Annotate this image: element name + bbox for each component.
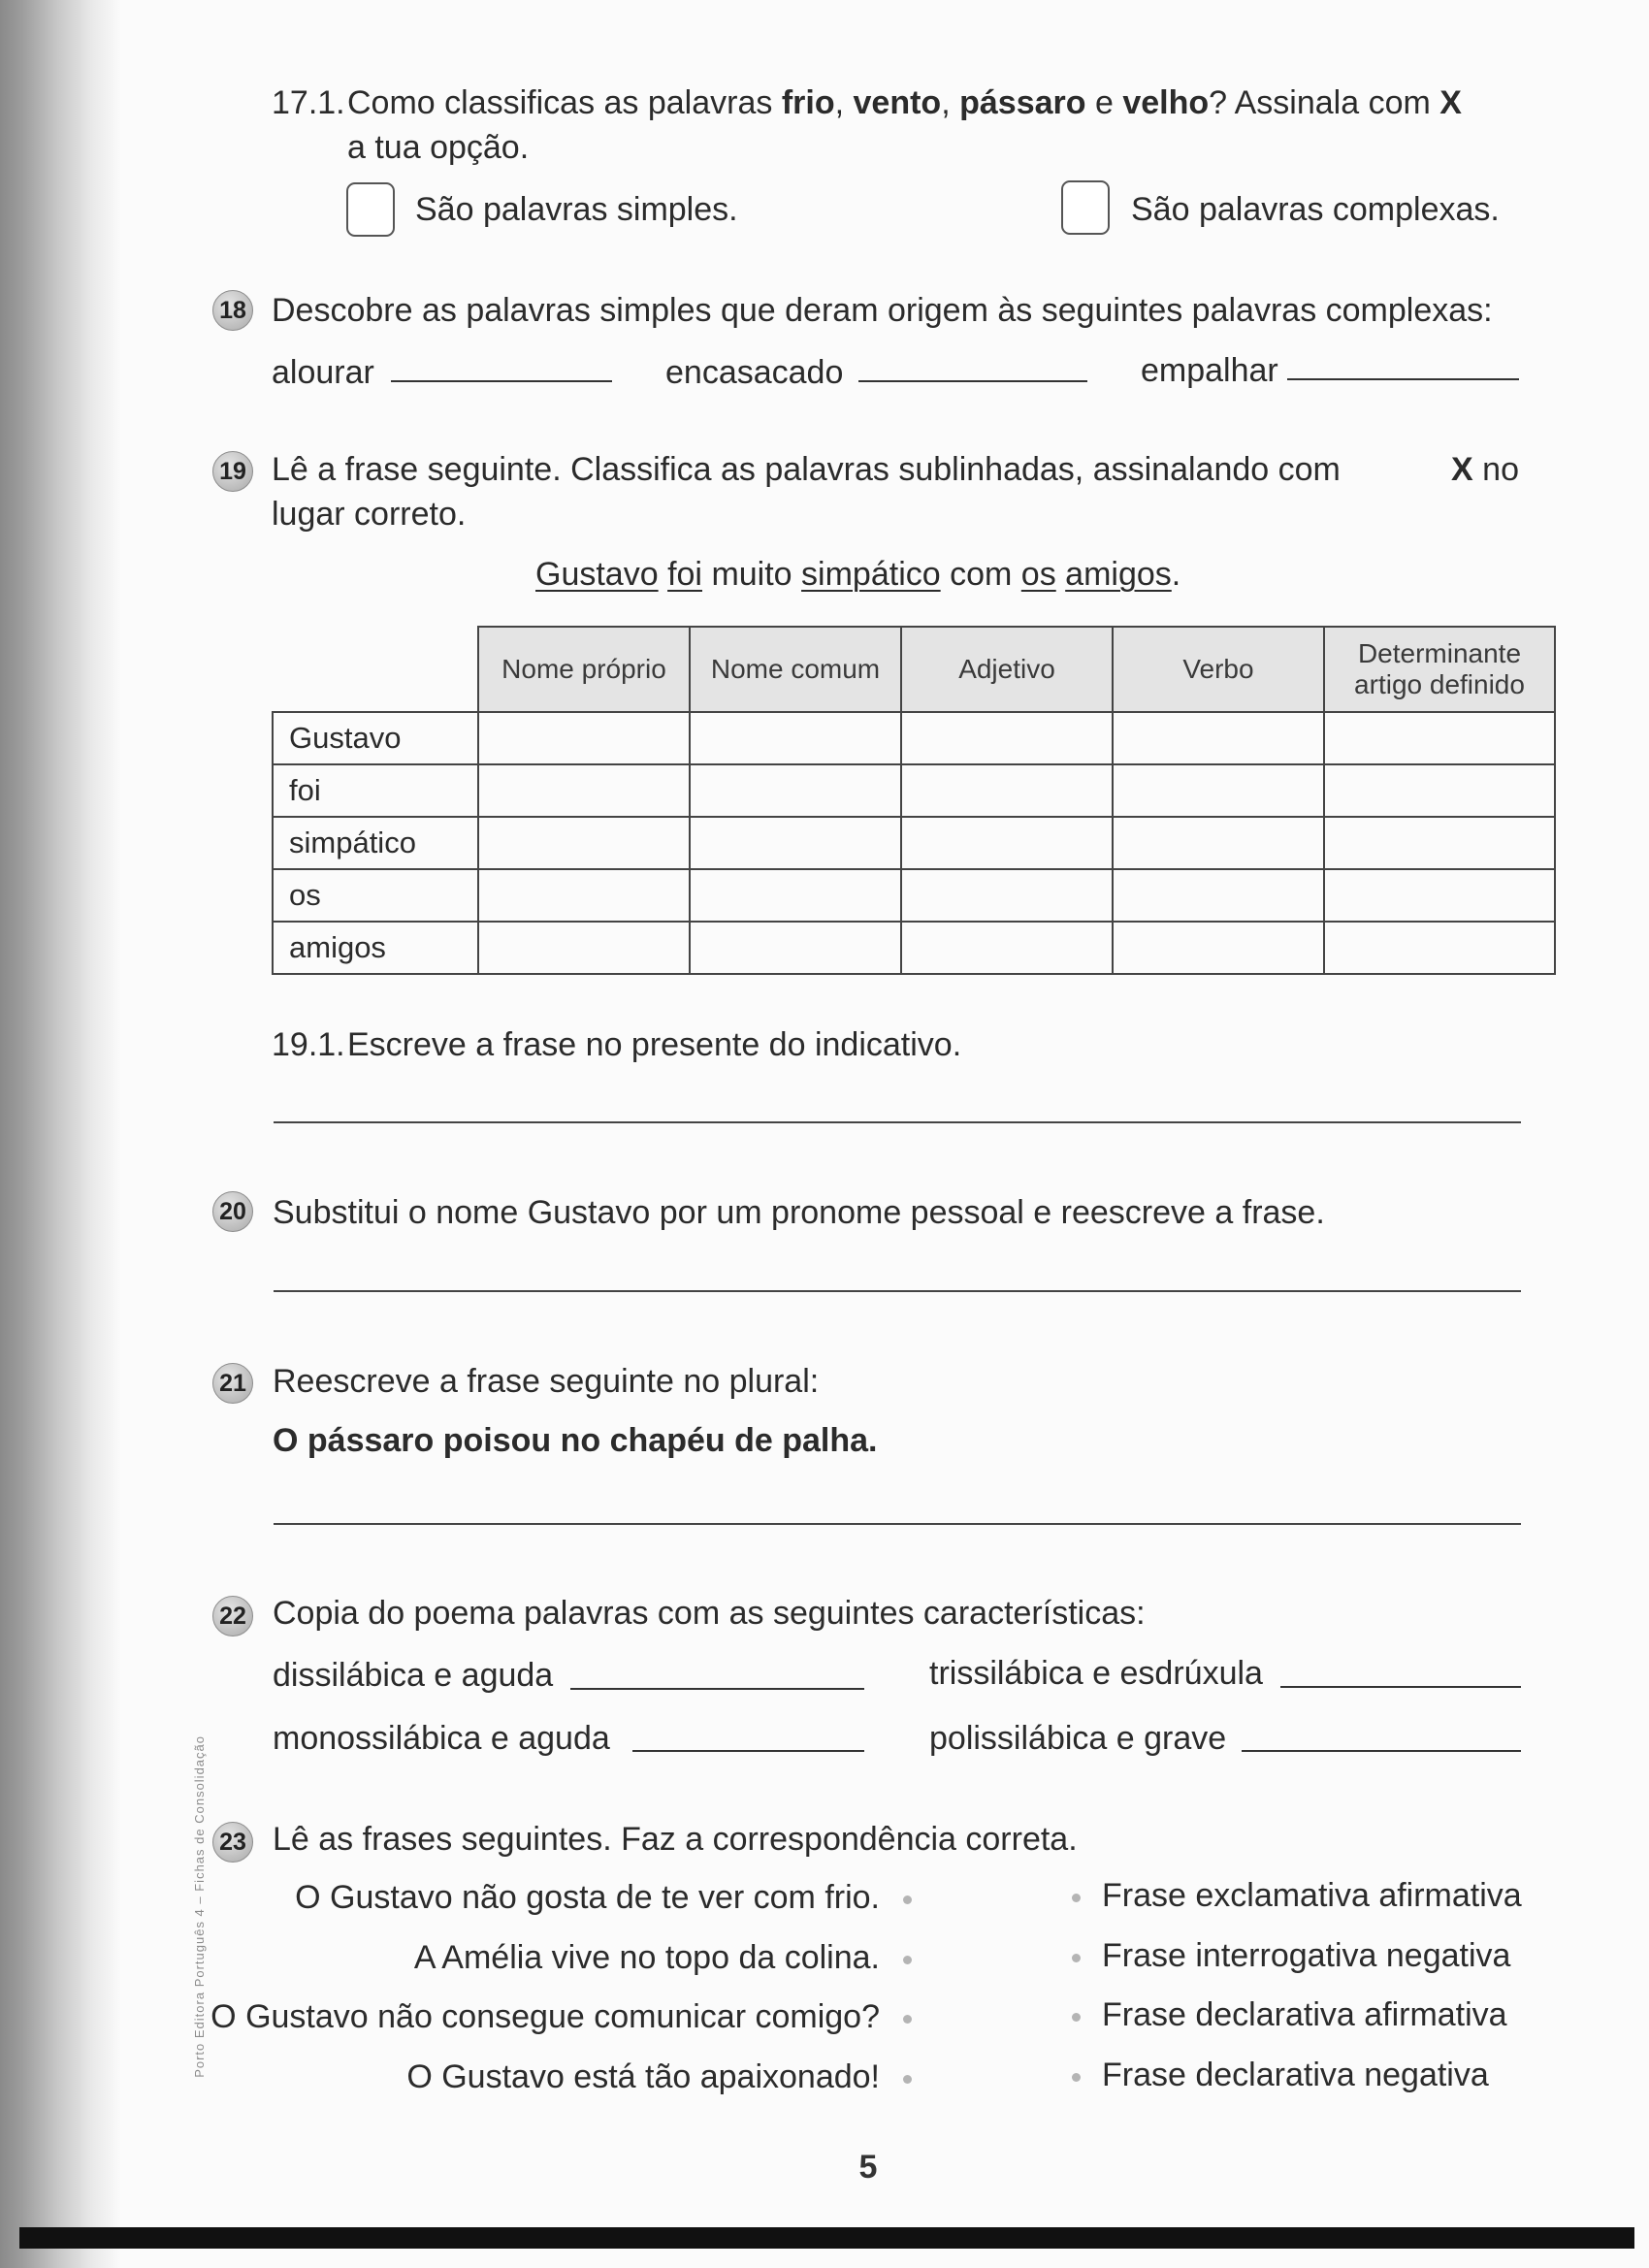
q18-number-badge: 18: [212, 290, 253, 331]
q19-sentence-word: muito: [711, 556, 792, 593]
q18-prompt: Descobre as palavras simples que deram origem às seguintes palavras complexas:: [272, 292, 1493, 329]
match-dot[interactable]: [903, 2015, 912, 2024]
q21-answer-line[interactable]: [274, 1523, 1521, 1525]
table-cell[interactable]: [1113, 869, 1324, 922]
table-cell[interactable]: [1324, 817, 1555, 869]
table-header-verbo: Verbo: [1113, 627, 1324, 712]
match-left-item[interactable]: [414, 1936, 912, 1980]
table-row: [273, 764, 1555, 817]
q17-1-sep: ,: [941, 84, 960, 121]
bottom-edge-bar: [19, 2227, 1634, 2249]
q19-prompt-text: no: [1472, 451, 1519, 488]
table-cell[interactable]: [478, 817, 690, 869]
q22-answer-trissilabica[interactable]: [1280, 1686, 1521, 1688]
table-cell[interactable]: [901, 817, 1113, 869]
q19-1-answer-line[interactable]: [274, 1121, 1521, 1123]
table-cell[interactable]: [1113, 712, 1324, 764]
match-dot[interactable]: [1072, 2013, 1081, 2022]
table-cell[interactable]: [690, 764, 901, 817]
match-dot[interactable]: [1072, 1894, 1081, 1902]
match-left-text: A Amélia vive no topo da colina.: [413, 1939, 880, 1976]
q18-word-encasacado: encasacado: [665, 354, 844, 391]
match-right-text: Frase interrogativa negativa: [1102, 1937, 1511, 1974]
table-cell[interactable]: [1113, 922, 1324, 974]
q19-mark: X: [1451, 451, 1473, 488]
q17-1-prompt: [347, 81, 1526, 125]
table-cell[interactable]: [901, 764, 1113, 817]
table-row-label: os: [273, 869, 478, 922]
option-simple-label: São palavras simples.: [415, 191, 738, 228]
q22-item-monossilabica: monossilábica e aguda: [273, 1720, 610, 1757]
match-right-item[interactable]: [1072, 1874, 1522, 1918]
q20-number-badge: 20: [212, 1191, 253, 1232]
table-header-adjetivo: Adjetivo: [901, 627, 1113, 712]
table-cell[interactable]: [478, 764, 690, 817]
match-dot[interactable]: [903, 1956, 912, 1964]
option-complex-label: São palavras complexas.: [1131, 191, 1500, 228]
q21-sentence: O pássaro poisou no chapéu de palha.: [273, 1422, 878, 1459]
q19-number-badge: 19: [212, 451, 253, 492]
table-cell[interactable]: [478, 712, 690, 764]
table-row: [273, 712, 1555, 764]
table-row-label: Gustavo: [273, 712, 478, 764]
q17-1-number: 17.1.: [272, 84, 345, 121]
q19-sentence: [535, 553, 1180, 597]
table-header-determinante: Determinante artigo definido: [1324, 627, 1555, 712]
table-cell[interactable]: [901, 922, 1113, 974]
match-dot[interactable]: [903, 1895, 912, 1904]
table-cell[interactable]: [901, 869, 1113, 922]
q18-word-empalhar: empalhar: [1141, 352, 1278, 389]
book-spine-shadow: [0, 0, 121, 2268]
q21-number-badge: 21: [212, 1363, 253, 1404]
q17-1-word: frio: [781, 84, 835, 121]
q22-answer-monossilabica[interactable]: [632, 1750, 864, 1752]
match-dot[interactable]: [1072, 2073, 1081, 2082]
match-left-text: O Gustavo não consegue comunicar comigo?: [210, 1998, 880, 2035]
classification-table: [272, 626, 1556, 975]
table-row-label: amigos: [273, 922, 478, 974]
table-cell[interactable]: [690, 869, 901, 922]
table-cell[interactable]: [690, 922, 901, 974]
table-row: [273, 869, 1555, 922]
table-cell[interactable]: [1113, 817, 1324, 869]
match-right-item[interactable]: [1072, 1934, 1510, 1978]
q20-answer-line[interactable]: [274, 1290, 1521, 1292]
q17-1-sep: e: [1085, 84, 1123, 121]
q19-underlined-word: amigos: [1065, 556, 1172, 593]
table-row-label: simpático: [273, 817, 478, 869]
q22-item-dissilabica: dissilábica e aguda: [273, 1657, 554, 1694]
q17-1-text: Como classificas as palavras: [347, 84, 782, 121]
q19-underlined-word: Gustavo: [535, 556, 659, 593]
q19-underlined-word: simpático: [801, 556, 941, 593]
q21-prompt: Reescreve a frase seguinte no plural:: [273, 1363, 820, 1400]
q20-prompt: Substitui o nome Gustavo por um pronome pessoal e reescreve a frase.: [273, 1194, 1325, 1231]
q18-answer-empalhar[interactable]: [1287, 378, 1519, 380]
table-row-label: foi: [273, 764, 478, 817]
q19-underlined-word: foi: [667, 556, 702, 593]
q22-item-polissilabica: polissilábica e grave: [929, 1720, 1227, 1757]
q19-1-number: 19.1.: [272, 1026, 345, 1063]
q23-number-badge: 23: [212, 1822, 253, 1863]
q17-1-text: ? Assinala com: [1209, 84, 1440, 121]
q17-1-prompt-line-2: a tua opção.: [347, 129, 530, 166]
table-cell[interactable]: [478, 922, 690, 974]
table-row: [273, 817, 1555, 869]
match-right-item[interactable]: [1072, 2054, 1489, 2097]
match-left-item[interactable]: [295, 1876, 912, 1920]
q17-1-mark: X: [1439, 84, 1462, 121]
q17-1-word: vento: [853, 84, 942, 121]
table-cell[interactable]: [1324, 922, 1555, 974]
q17-1-sep: ,: [834, 84, 854, 121]
q19-sentence-word: com: [950, 556, 1013, 593]
margin-credit-text: Porto Editora Português 4 – Fichas de Consolidação: [191, 1735, 207, 2078]
match-dot[interactable]: [1072, 1954, 1081, 1962]
table-header-nome-proprio: Nome próprio: [478, 627, 690, 712]
table-cell[interactable]: [901, 712, 1113, 764]
q18-answer-alourar[interactable]: [391, 380, 612, 382]
table-row: [273, 922, 1555, 974]
q19-prompt-line-2: lugar correto.: [272, 496, 467, 533]
q18-word-alourar: alourar: [272, 354, 374, 391]
match-right-text: Frase declarativa afirmativa: [1102, 1996, 1507, 2033]
q19-sentence-end: .: [1171, 556, 1181, 593]
q23-prompt: Lê as frases seguintes. Faz a correspondência correta.: [273, 1821, 1078, 1858]
option-complex-checkbox[interactable]: [1061, 180, 1110, 235]
match-right-text: Frase declarativa negativa: [1102, 2057, 1489, 2093]
q22-number-badge: 22: [212, 1596, 253, 1636]
table-cell[interactable]: [1324, 869, 1555, 922]
q22-answer-polissilabica[interactable]: [1242, 1750, 1521, 1752]
q19-underlined-word: os: [1020, 556, 1056, 593]
option-simple-checkbox[interactable]: [346, 182, 395, 237]
q19-prompt: [272, 448, 1519, 492]
q18-answer-encasacado[interactable]: [858, 380, 1087, 382]
table-cell[interactable]: [1324, 764, 1555, 817]
page-number: 5: [858, 2149, 878, 2186]
match-left-item[interactable]: [210, 1995, 912, 2039]
q19-1-prompt: Escreve a frase no presente do indicativo.: [347, 1026, 962, 1063]
table-corner: [273, 627, 478, 712]
match-right-item[interactable]: [1072, 1993, 1507, 2037]
q19-prompt-text: Lê a frase seguinte. Classifica as palavras sublinhadas, assinalando com: [272, 451, 1350, 488]
q22-prompt: Copia do poema palavras com as seguintes características:: [273, 1595, 1146, 1632]
table-header-nome-comum: Nome comum: [690, 627, 901, 712]
table-cell[interactable]: [690, 712, 901, 764]
match-left-text: O Gustavo está tão apaixonado!: [406, 2058, 880, 2095]
q17-1-word: pássaro: [959, 84, 1086, 121]
q17-1-word: velho: [1122, 84, 1210, 121]
match-right-text: Frase exclamativa afirmativa: [1102, 1877, 1522, 1914]
q22-answer-dissilabica[interactable]: [570, 1688, 864, 1690]
table-cell[interactable]: [690, 817, 901, 869]
table-cell[interactable]: [478, 869, 690, 922]
q22-item-trissilabica: trissilábica e esdrúxula: [929, 1655, 1263, 1692]
match-dot[interactable]: [903, 2075, 912, 2084]
table-header-row: [273, 627, 1555, 712]
match-left-item[interactable]: [406, 2056, 912, 2099]
table-cell[interactable]: [1324, 712, 1555, 764]
match-left-text: O Gustavo não gosta de te ver com frio.: [295, 1879, 880, 1916]
table-cell[interactable]: [1113, 764, 1324, 817]
